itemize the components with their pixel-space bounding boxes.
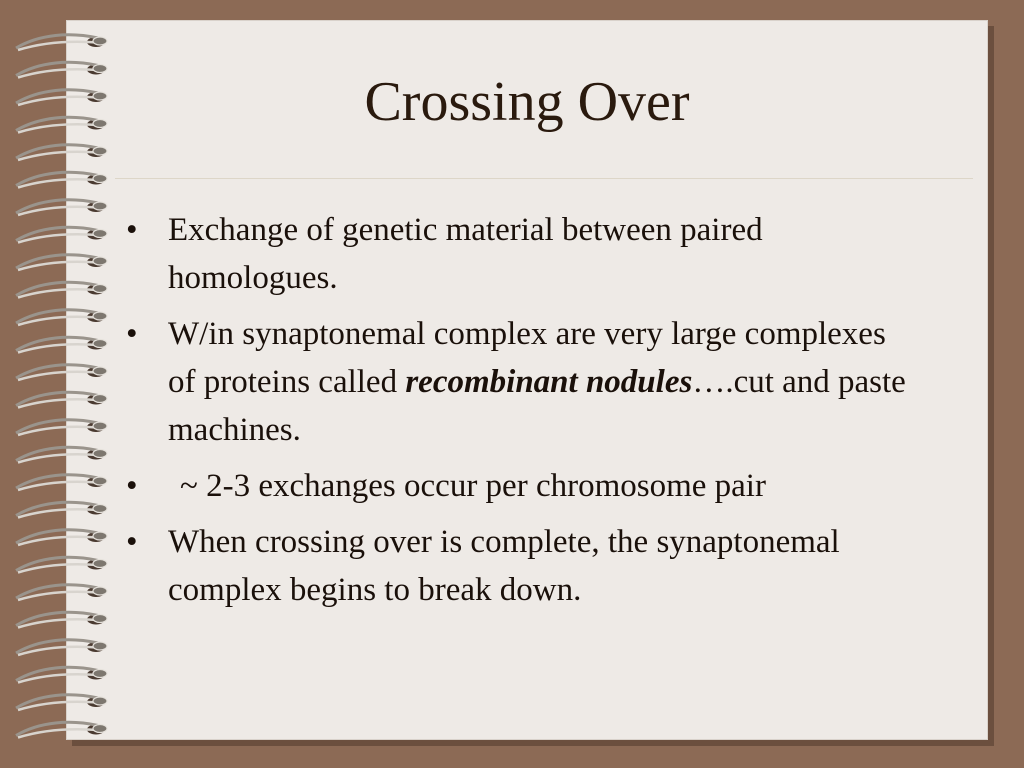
bullet-dot: • — [126, 524, 138, 560]
spiral-ring — [16, 585, 107, 600]
bullet-item — [126, 518, 906, 614]
spiral-ring — [16, 557, 107, 572]
bullet-text: When crossing over is complete, the synaptonemal complex begins to break down. — [168, 524, 840, 608]
spiral-ring — [16, 392, 107, 407]
bullet-dot: • — [126, 212, 138, 248]
bullet-dot: • — [126, 468, 138, 504]
spiral-ring — [16, 255, 107, 270]
spiral-ring — [16, 227, 107, 242]
spiral-ring — [16, 365, 107, 380]
spiral-ring — [16, 475, 107, 490]
spiral-ring — [16, 282, 107, 297]
bullet-emphasis: recombinant nodules — [405, 364, 693, 400]
bullet-text: ….cut and paste machines. — [168, 364, 906, 448]
spiral-ring — [16, 695, 107, 710]
spiral-ring — [16, 530, 107, 545]
bullet-text: ~ 2-3 exchanges occur per chromosome pair — [180, 468, 766, 504]
spiral-ring — [16, 612, 107, 627]
spiral-ring — [16, 447, 107, 462]
spiral-ring — [16, 722, 107, 737]
bullet-dot: • — [126, 316, 138, 352]
spiral-ring — [16, 35, 107, 50]
spiral-ring — [16, 420, 107, 435]
bullet-item — [126, 310, 906, 454]
spiral-ring — [16, 337, 107, 352]
spiral-ring — [16, 667, 107, 682]
bullet-text: W/in synaptonemal complex are very large complexes of proteins called — [168, 316, 886, 400]
spiral-ring — [16, 200, 107, 215]
slide-title: Crossing Over — [364, 71, 690, 133]
spiral-ring — [16, 145, 107, 160]
bullet-text: Exchange of genetic material between paired homologues. — [168, 212, 763, 296]
spiral-ring — [16, 172, 107, 187]
spiral-ring — [16, 310, 107, 325]
title-divider — [115, 178, 973, 179]
bullet-list — [126, 206, 906, 622]
bullet-item — [126, 462, 906, 510]
spiral-ring — [16, 502, 107, 517]
bullet-item — [126, 206, 906, 302]
spiral-ring — [16, 640, 107, 655]
